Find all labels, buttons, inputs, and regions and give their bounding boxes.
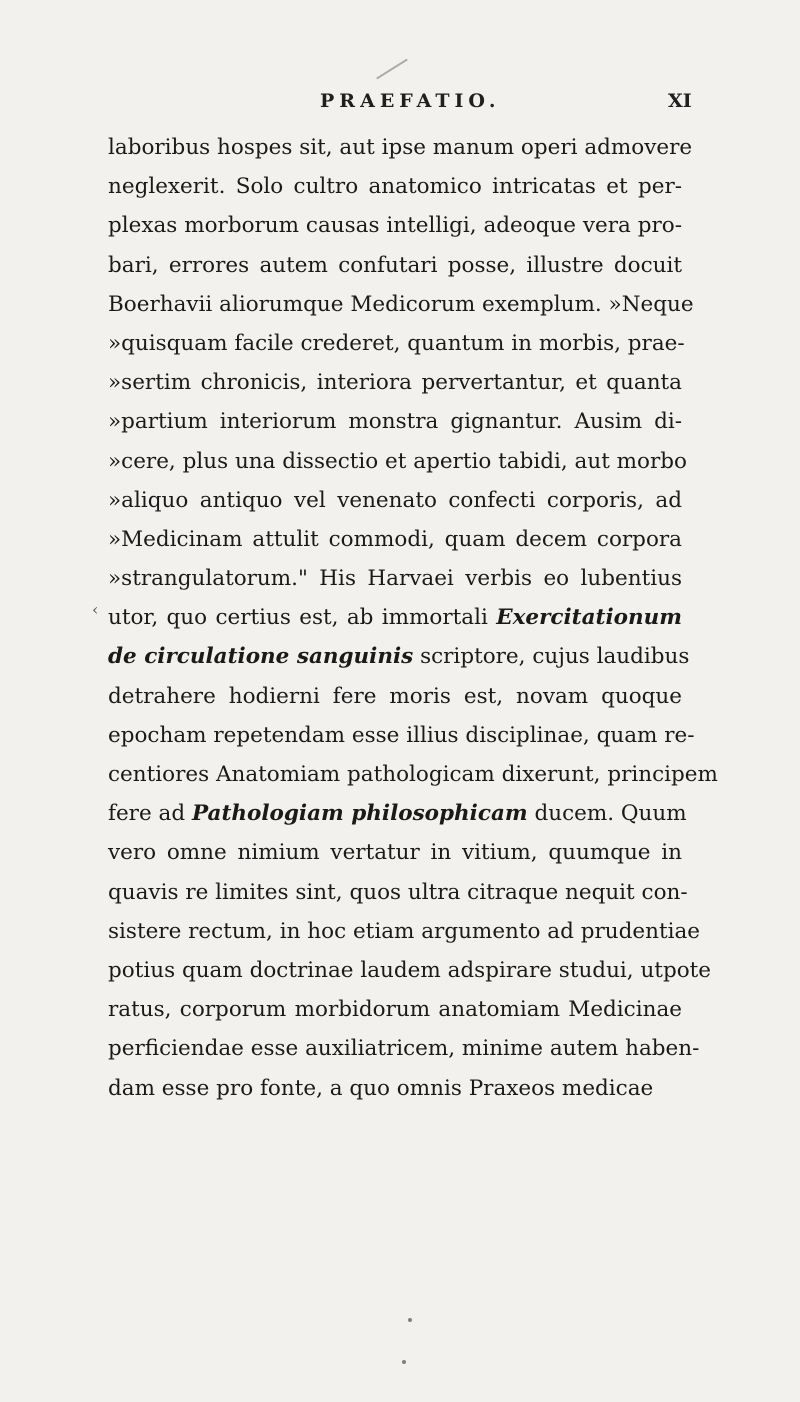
text-line-24: perficiendae esse auxiliatricem, minime autem haben- [108,1036,700,1062]
italic-title-segment: de circulatione sanguinis [108,644,414,670]
pencil-mark [376,59,408,80]
text-line-2: neglexerit. Solo cultro anatomico intricatas et per- [108,174,682,200]
body-text [108,128,718,1108]
italic-title-segment: Pathologiam philosophicam [191,801,528,827]
text-line-21: sistere rectum, in hoc etiam argumento ad prudentiae [108,918,701,944]
text-line-4: bari, errores autem confutari posse, illustre docuit [108,252,682,278]
text-line-8: »partium interiorum monstra gignantur. Ausim di- [108,409,682,435]
italic-title-segment: Exercitationum [496,605,682,631]
text-line-16: epocham repetendam esse illius disciplinae, quam re- [108,722,695,748]
text-segment: scriptore, cujus laudibus [413,644,690,670]
text-line-15: detrahere hodierni fere moris est, novam quoque [108,683,682,709]
text-segment: fere ad [108,801,192,827]
text-line-7: »sertim chronicis, interiora pervertantur, et quanta [108,370,682,396]
page-number: XI [668,90,692,112]
text-line-9: »cere, plus una dissectio et apertio tabidi, aut morbo [108,448,687,474]
text-line-12: »strangulatorum." His Harvaei verbis eo lubentius [108,566,682,592]
text-line-10: »aliquo antiquo vel venenato confecti corporis, ad [108,487,682,513]
text-line-19: vero omne nimium vertatur in vitium, quumque in [108,840,682,866]
text-line-1: laboribus hospes sit, aut ipse manum operi admovere [108,135,693,160]
text-line-17: centiores Anatomiam pathologicam dixerunt, principem [108,762,718,787]
text-line-22: potius quam doctrinae laudem adspirare studui, utpote [108,957,712,983]
ink-speck [402,1360,406,1364]
page-header [0,90,800,120]
text-line-13 [108,598,682,637]
text-line-6: »quisquam facile crederet, quantum in morbis, prae- [108,330,685,356]
text-line-5: Boerhavii aliorumque Medicorum exemplum. »Neque [108,291,694,317]
running-title: PRAEFATIO. [320,90,501,112]
text-line-20: quavis re limites sint, quos ultra citraque nequit con- [108,879,688,905]
text-segment: utor, quo certius est, ab immortali [108,605,497,631]
margin-mark: ‹ [92,600,99,619]
text-line-18 [108,794,687,833]
text-line-14 [108,637,690,676]
text-line-23: ratus, corporum morbidorum anatomiam Medicinae [108,997,682,1023]
text-line-11: »Medicinam attulit commodi, quam decem corpora [108,526,682,552]
text-segment: ducem. Quum [527,801,687,827]
text-line-25: dam esse pro fonte, a quo omnis Praxeos medicae [108,1075,654,1101]
text-line-3: plexas morborum causas intelligi, adeoque vera pro- [108,213,682,239]
ink-speck [408,1318,412,1322]
